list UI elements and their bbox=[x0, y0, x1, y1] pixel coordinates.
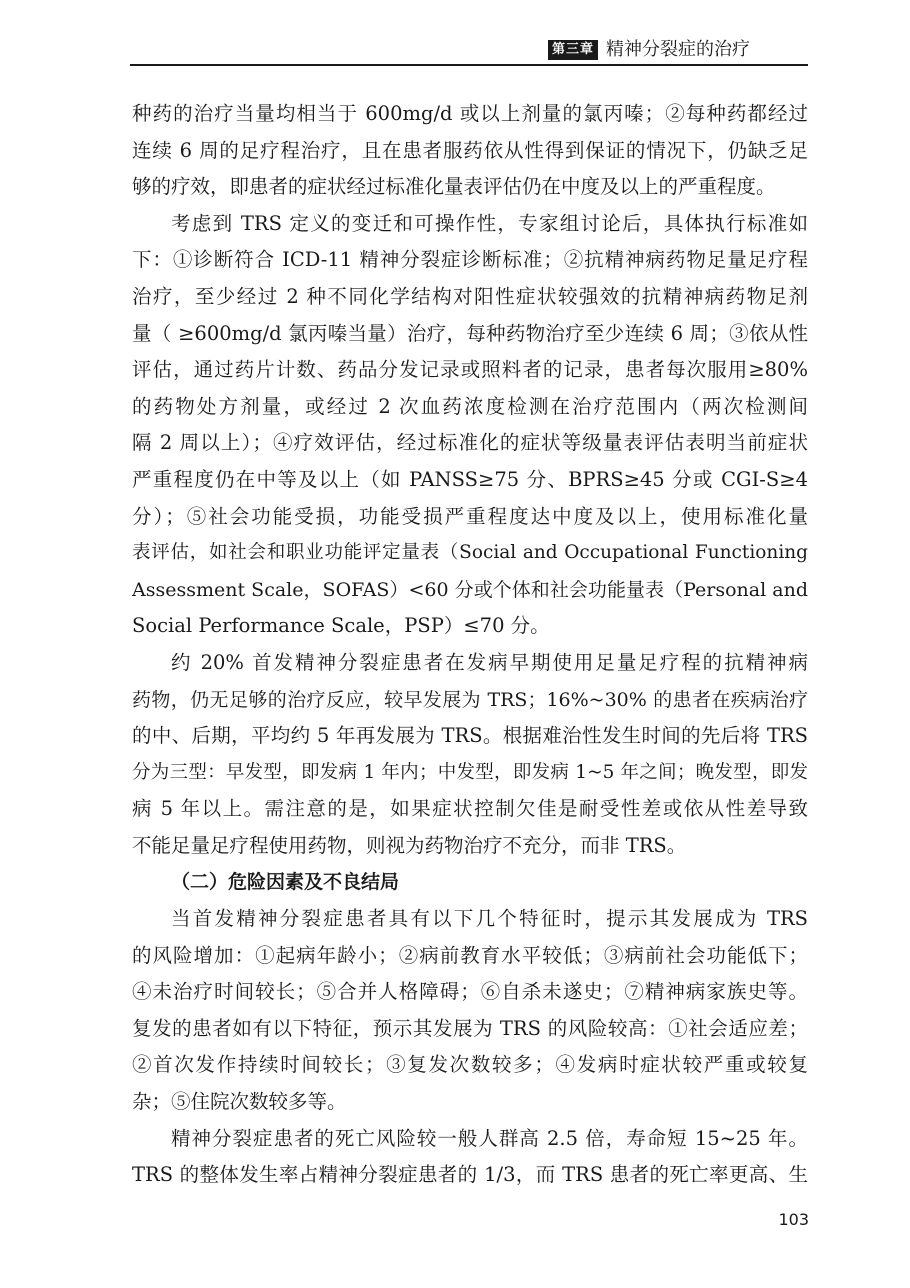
text-line: Assessment Scale，SOFAS）<60 分或个体和社会功能量表（Personal and bbox=[132, 578, 808, 601]
text-line: 当首发精神分裂症患者具有以下几个特征时，提示其发展成为 TRS bbox=[171, 907, 808, 931]
text-line: 分）；⑤社会功能受损，功能受损严重程度达中度及以上，使用标准化量 bbox=[132, 504, 808, 528]
page-number: 103 bbox=[778, 1210, 809, 1229]
chapter-badge: 第三章 bbox=[548, 40, 598, 60]
text-line: 不能足量足疗程使用药物，则视为药物治疗不充分，而非 TRS。 bbox=[132, 833, 687, 857]
text-line: TRS 的整体发生率占精神分裂症患者的 1/3，而 TRS 患者的死亡率更高、生 bbox=[132, 1163, 808, 1187]
text-line: 种药的治疗当量均相当于 600mg/d 或以上剂量的氯丙嗪；②每种药都经过 bbox=[132, 102, 808, 125]
text-line: 量（ ≥600mg/d 氯丙嗪当量）治疗，每种药物治疗至少连续 6 周；③依从性 bbox=[132, 321, 808, 345]
chapter-title: 精神分裂症的治疗 bbox=[606, 39, 750, 60]
text-line: 杂；⑤住院次数较多等。 bbox=[132, 1090, 347, 1114]
text-line: 连续 6 周的足疗程治疗，且在患者服药依从性得到保证的情况下，仍缺乏足 bbox=[132, 138, 808, 162]
text-line: 约 20% 首发精神分裂症患者在发病早期使用足量足疗程的抗精神病 bbox=[171, 650, 808, 674]
text-line: 考虑到 TRS 定义的变迁和可操作性，专家组讨论后，具体执行标准如 bbox=[171, 211, 808, 235]
text-line: 表评估，如社会和职业功能评定量表（Social and Occupational Functioning bbox=[132, 542, 808, 564]
text-line: 分为三型：早发型，即发病 1 年内；中发型，即发病 1~5 年之间；晚发型，即发 bbox=[132, 761, 808, 783]
text-line: 的药物处方剂量，或经过 2 次血药浓度检测在治疗范围内（两次检测间 bbox=[132, 394, 808, 418]
text-line: 的中、后期，平均约 5 年再发展为 TRS。根据难治性发生时间的先后将 TRS bbox=[132, 724, 808, 748]
text-line: 够的疗效，即患者的症状经过标准化量表评估仍在中度及以上的严重程度。 bbox=[132, 175, 776, 199]
text-line: 隔 2 周以上）；④疗效评估，经过标准化的症状等级量表评估表明当前症状 bbox=[132, 431, 808, 455]
text-line: 下：①诊断符合 ICD-11 精神分裂症诊断标准；②抗精神病药物足量足疗程 bbox=[132, 248, 808, 272]
text-line: 的风险增加：①起病年龄小；②病前教育水平较低；③病前社会功能低下； bbox=[132, 943, 808, 967]
section-heading: （二）危险因素及不良结局 bbox=[171, 871, 400, 894]
text-line: 评估，通过药片计数、药品分发记录或照料者的记录，患者每次服用≥80% bbox=[132, 358, 808, 382]
header-rule bbox=[130, 64, 808, 66]
text-line: ④未治疗时间较长；⑤合并人格障碍；⑥自杀未遂史；⑦精神病家族史等。 bbox=[132, 980, 808, 1004]
text-line: 复发的患者如有以下特征，预示其发展为 TRS 的风险较高：①社会适应差； bbox=[132, 1016, 808, 1040]
text-line: 精神分裂症患者的死亡风险较一般人群高 2.5 倍，寿命短 15~25 年。 bbox=[171, 1126, 808, 1150]
text-line: 治疗，至少经过 2 种不同化学结构对阳性症状较强效的抗精神病药物足剂 bbox=[132, 284, 808, 308]
text-line: 病 5 年以上。需注意的是，如果症状控制欠佳是耐受性差或依从性差导致 bbox=[132, 797, 808, 821]
running-header bbox=[548, 38, 808, 64]
text-line: 药物，仍无足够的治疗反应，较早发展为 TRS；16%~30% 的患者在疾病治疗 bbox=[132, 688, 808, 711]
text-line: Social Performance Scale，PSP）≤70 分。 bbox=[132, 614, 550, 638]
page-body bbox=[132, 96, 808, 1194]
text-line: ②首次发作持续时间较长；③复发次数较多；④发病时症状较严重或较复 bbox=[132, 1053, 808, 1077]
text-line: 严重程度仍在中等及以上（如 PANSS≥75 分、BPRS≥45 分或 CGI-S≥4 bbox=[132, 467, 808, 491]
